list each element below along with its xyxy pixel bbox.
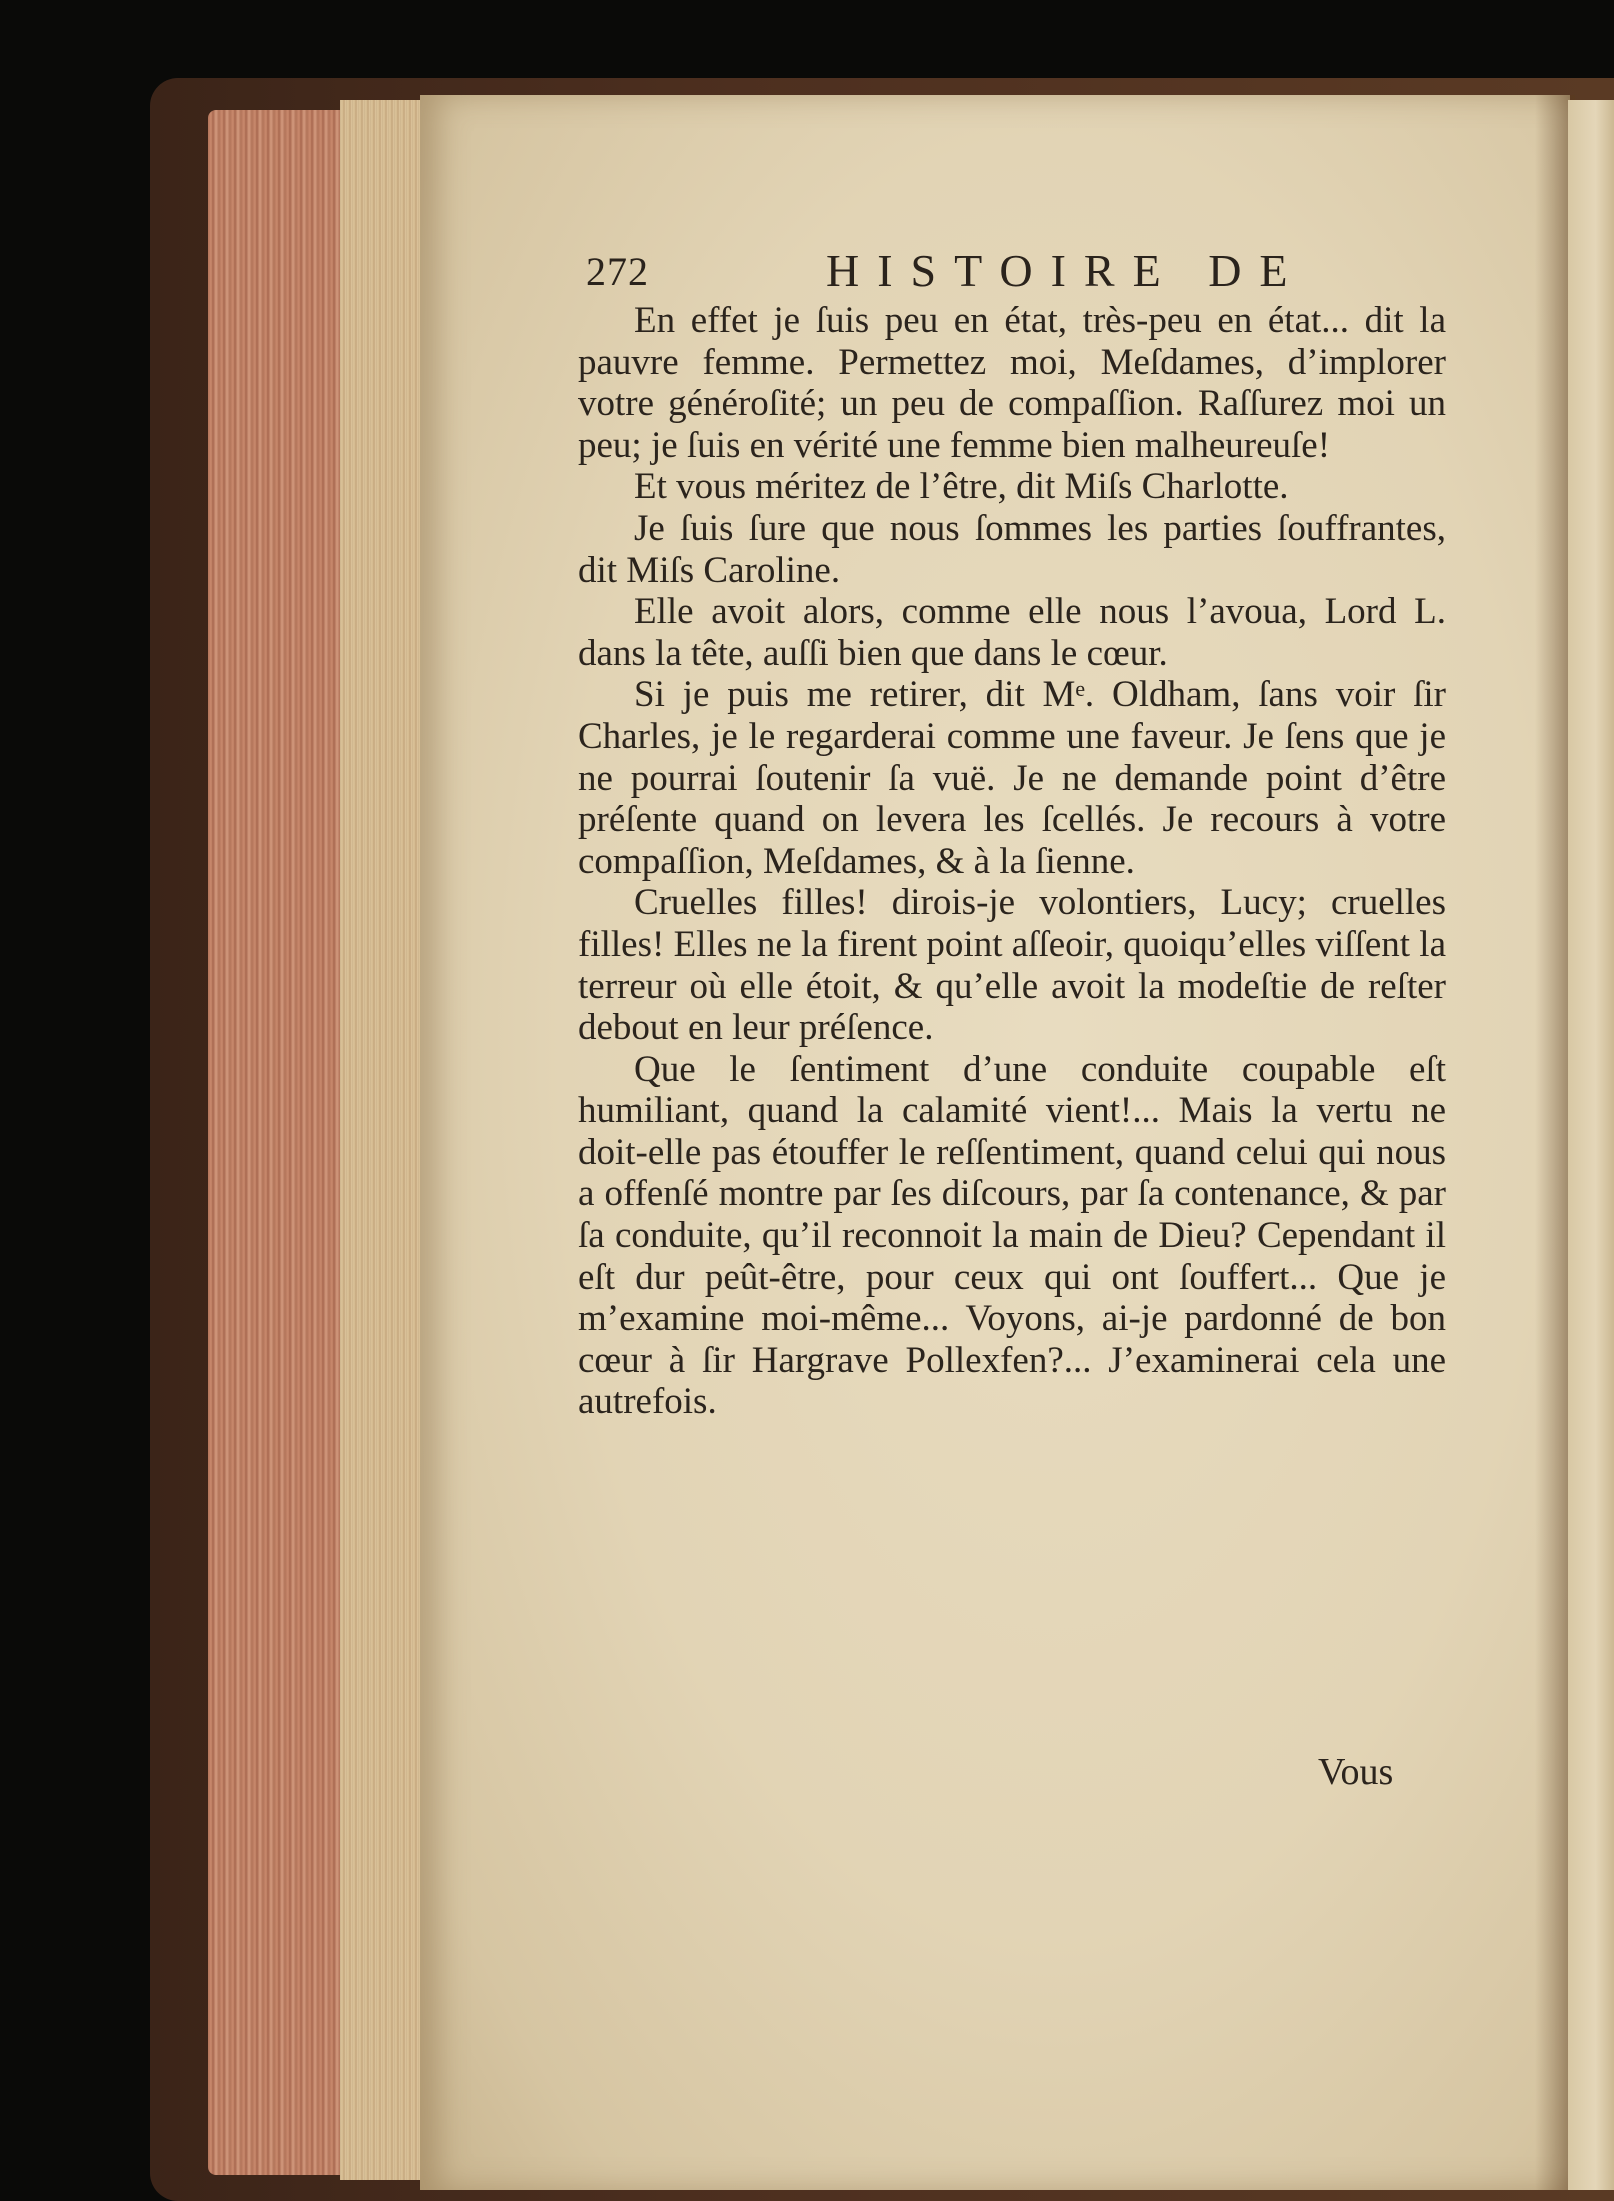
page-text — [578, 300, 1446, 1423]
page-stack — [340, 100, 430, 2180]
catchword: Vous — [1318, 1751, 1394, 1793]
paragraph: En effet je ſuis peu en état, très-peu en état... dit la pauvre femme. Permettez moi, Meſdames, d’implorer votre généroſité; un peu de compaſſion. Raſſurez moi un peu; je ſuis en vérité une femme bien malheureuſe! — [578, 300, 1446, 466]
facing-page-edge — [1568, 100, 1614, 2190]
paragraph: Si je puis me retirer, dit Mᵉ. Oldham, ſans voir ſir Charles, je le regarderai comme une faveur. Je ſens que je ne pourrai ſoutenir ſa vuë. Je ne demande point d’être préſente quand on levera les ſcellés. Je recours à votre compaſſion, Meſdames, & à la ſienne. — [578, 674, 1446, 882]
paragraph: Que le ſentiment d’une conduite coupable eſt humiliant, quand la calamité vient!... Mais la vertu ne doit-elle pas étouffer le reſſentiment, quand celui qui nous a offenſé montre par ſes diſcours, par ſa contenance, & par ſa conduite, qu’il reconnoit la main de Dieu? Cependant il eſt dur peût-être, pour ceux qui ont ſouffert... Que je m’examine moi-même... Voyons, ai-je pardonné de bon cœur à ſir Hargrave Pollexfen?... J’examinerai cela une autrefois. — [578, 1048, 1446, 1423]
paragraph: Elle avoit alors, comme elle nous l’avoua, Lord L. dans la tête, auſſi bien que dans le cœur. — [578, 591, 1446, 674]
page-header — [586, 245, 1446, 300]
paragraph: Et vous méritez de l’être, dit Miſs Charlotte. — [634, 466, 1289, 508]
paragraph: Cruelles filles! dirois-je volontiers, Lucy; cruelles filles! Elles ne la firent point aſſeoir, quoiqu’elles viſſent la terreur où elle étoit, & qu’elle avoit la modeſtie de reſter debout en leur préſence. — [578, 882, 1446, 1049]
paragraph: Je ſuis ſure que nous ſommes les parties ſouffrantes, dit Miſs Caroline. — [578, 507, 1446, 591]
page-number: 272 — [586, 249, 649, 294]
running-head: HISTOIRE DE — [826, 245, 1306, 296]
